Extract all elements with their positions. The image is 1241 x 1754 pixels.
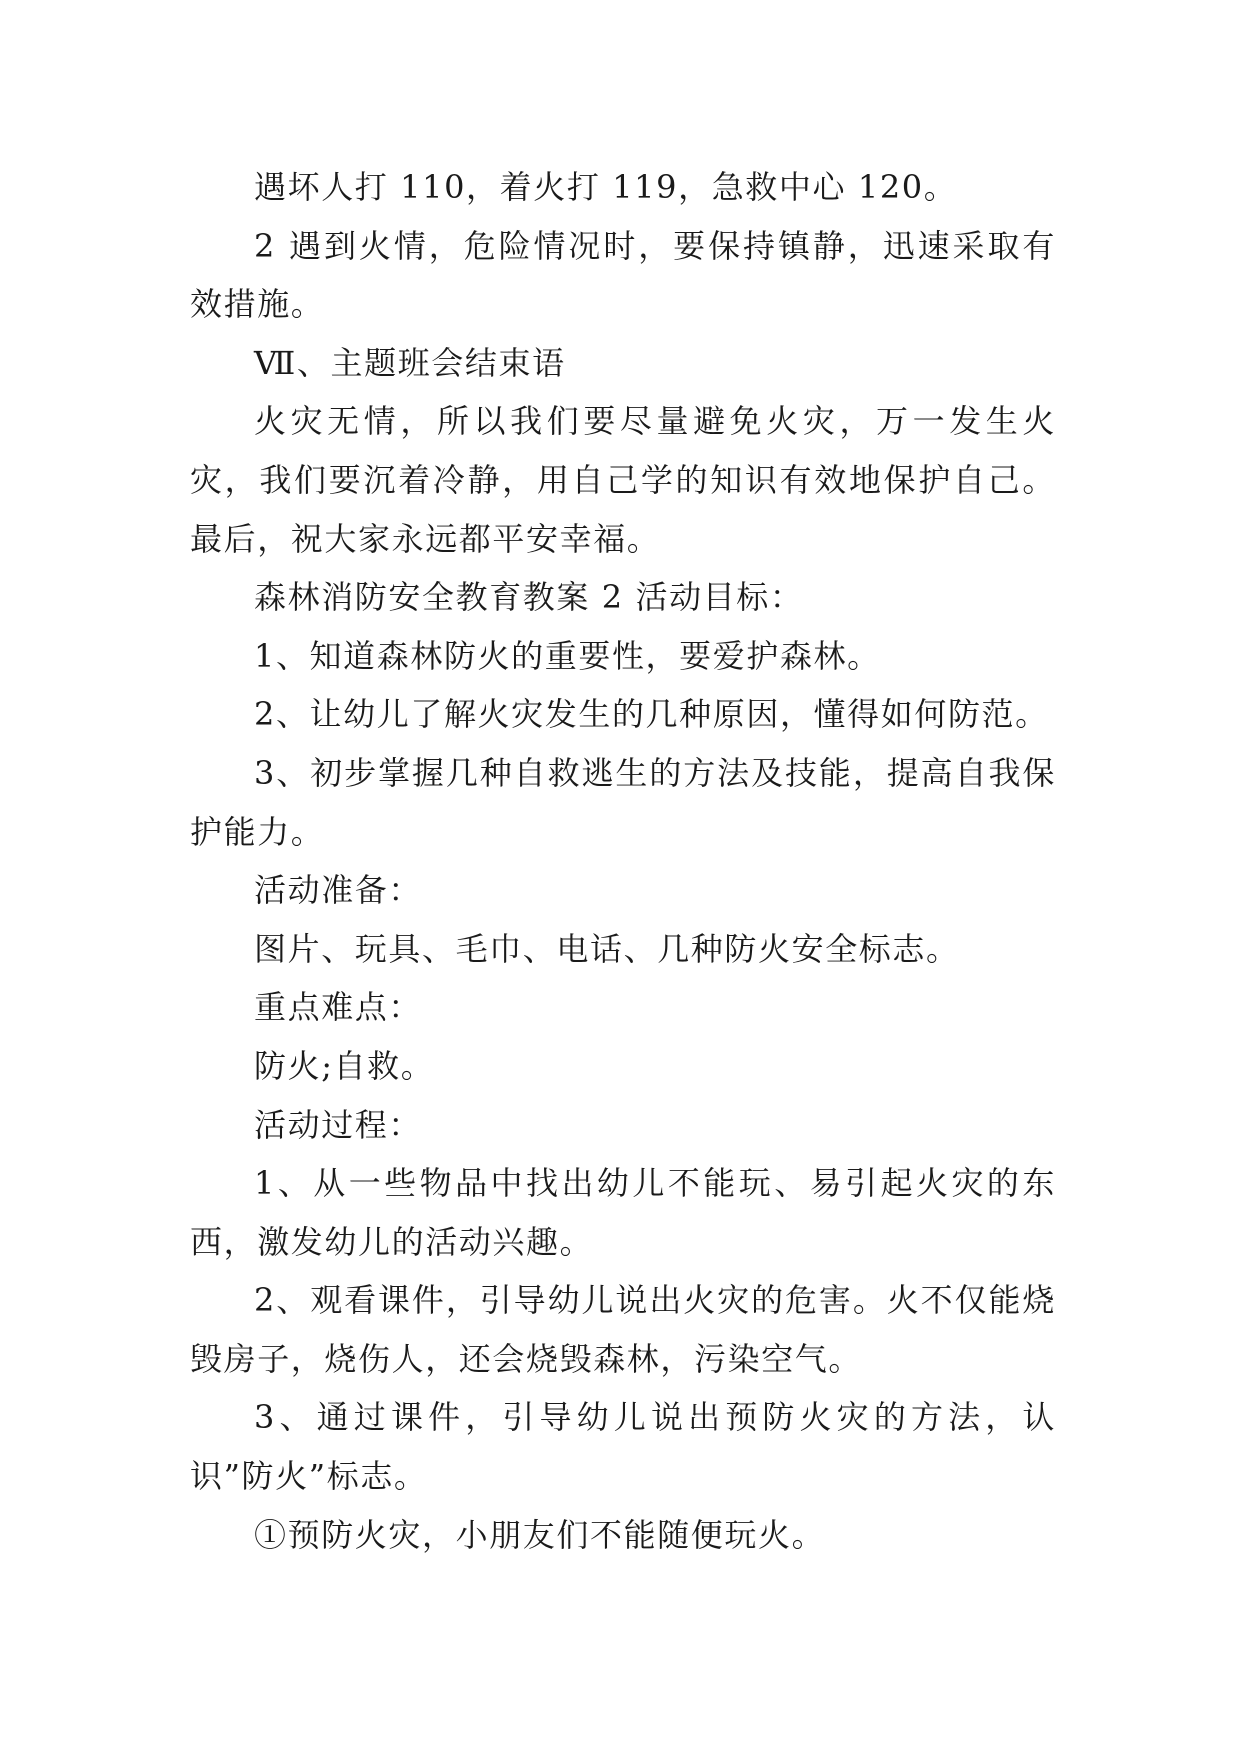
process-sub-item-1: ①预防火灾，小朋友们不能随便玩火。 <box>254 1515 826 1554</box>
preparation-heading: 活动准备： <box>254 871 423 910</box>
document-body <box>190 158 1056 1564</box>
paragraph-stay-calm: 2 遇到火情，危险情况时，要保持镇静，迅速采取有效措施。 <box>190 226 1056 324</box>
process-heading: 活动过程： <box>254 1105 423 1144</box>
paragraph-emergency-numbers: 遇坏人打 110，着火打 119，急救中心 120。 <box>254 168 958 206</box>
key-points-items: 防火;自救。 <box>254 1046 435 1085</box>
process-step-1: 1、从一些物品中找出幼儿不能玩、易引起火灾的东西，激发幼儿的活动兴趣。 <box>190 1164 1056 1261</box>
key-points-heading: 重点难点： <box>254 988 423 1027</box>
paragraph-closing-remarks: 火灾无情，所以我们要尽量避免火灾，万一发生火灾，我们要沉着冷静，用自己学的知识有效地保护自己。最后，祝大家永远都平安幸福。 <box>190 402 1056 558</box>
goal-item-1: 1、知道森林防火的重要性，要爱护森林。 <box>254 636 881 675</box>
process-step-3: 3、通过课件，引导幼儿说出预防火灾的方法，认识”防火”标志。 <box>190 1398 1056 1496</box>
process-step-2: 2、观看课件，引导幼儿说出火灾的危害。火不仅能烧毁房子，烧伤人，还会烧毁森林，污染空气。 <box>190 1281 1056 1378</box>
section-heading-closing: Ⅶ、主题班会结束语 <box>254 343 566 382</box>
goal-item-3: 3、初步掌握几种自救逃生的方法及技能，提高自我保护能力。 <box>190 753 1056 851</box>
goal-item-2: 2、让幼儿了解火灾发生的几种原因，懂得如何防范。 <box>254 695 1049 734</box>
lesson-plan-2-goals-heading: 森林消防安全教育教案 2 活动目标： <box>254 578 804 617</box>
preparation-items: 图片、玩具、毛巾、电话、几种防火安全标志。 <box>254 929 960 968</box>
